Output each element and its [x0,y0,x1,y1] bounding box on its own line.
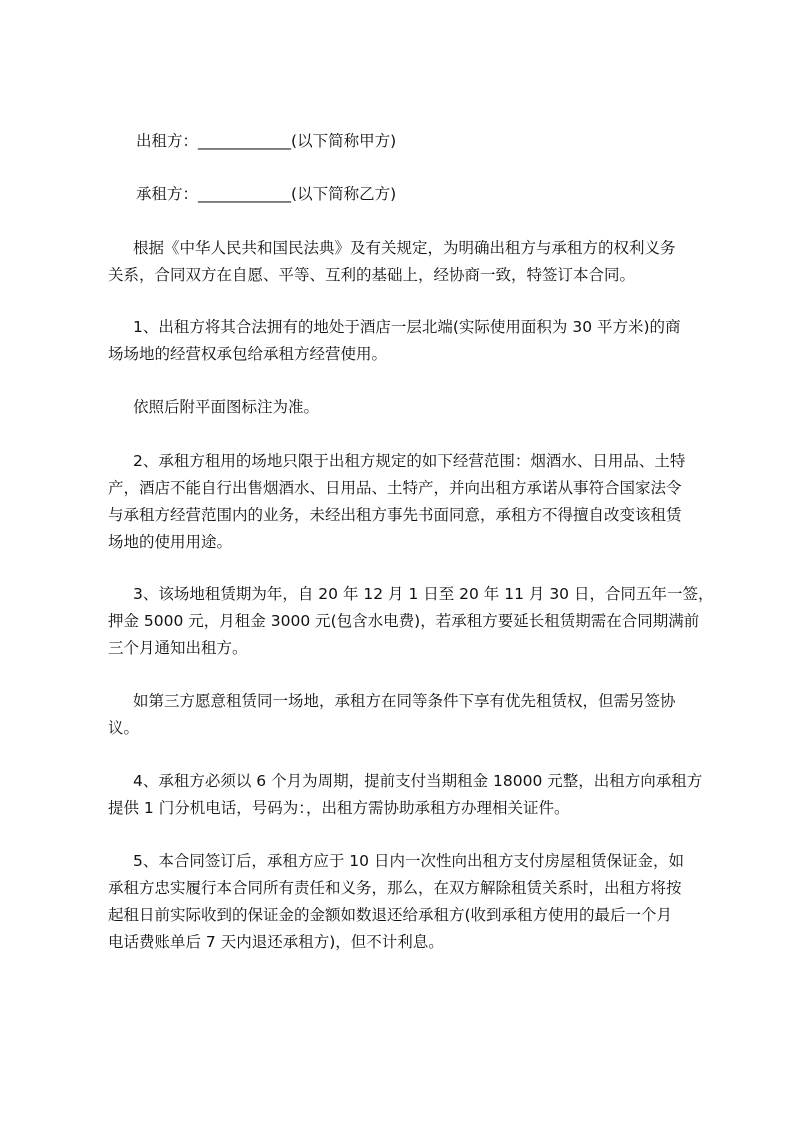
paragraph-line: 依照后附平面图标注为准。 [133,398,320,416]
paragraph-line: 议。 [108,719,140,737]
paragraph-line: 1、出租方将其合法拥有的地处于酒店一层北端(实际使用面积为 30 平方米)的商 [133,318,681,336]
paragraph-line: 与承租方经营范围内的业务，未经出租方事先书面同意，承租方不得擅自改变该租赁 [108,506,682,524]
paragraph-line: 3、该场地租赁期为年，自 20 年 12 月 1 日至 20 年 11 月 30 日，合同五年一签， [133,585,714,603]
clause-2-paragraph [108,448,688,556]
preamble-paragraph [108,235,688,289]
paragraph-line: 产，酒店不能自行出售烟酒水、日用品、土特产，并向出租方承诺从事符合国家法令 [108,479,682,497]
paragraph-line: 场地的使用用途。 [108,533,233,551]
lessor-suffix: (以下简称甲方) [291,132,397,150]
paragraph-line: 电话费账单后 7 天内退还承租方)，但不计利息。 [108,933,444,951]
lessee-suffix: (以下简称乙方) [291,185,397,203]
lessee-label: 承租方： [136,185,199,203]
paragraph-line: 5、本合同签订后，承租方应于 10 日内一次性向出租方支付房屋租赁保证金，如 [133,852,684,870]
floor-plan-note [108,394,688,421]
paragraph-line: 起租日前实际收到的保证金的金额如数退还给承租方(收到承租方使用的最后一个月 [108,906,673,924]
lessor-blank: ____________ [198,132,292,150]
paragraph-line: 三个月通知出租方。 [108,639,248,657]
paragraph-line: 2、承租方租用的场地只限于出租方规定的如下经营范围：烟酒水、日用品、土特 [133,452,686,470]
lessee-blank: ____________ [198,185,292,203]
paragraph-line: 承租方忠实履行本合同所有责任和义务，那么，在双方解除租赁关系时，出租方将按 [108,879,682,897]
paragraph-line: 场场地的经营权承包给承租方经营使用。 [108,345,388,363]
clause-5-paragraph [108,848,688,956]
paragraph-line: 押金 5000 元，月租金 3000 元(包含水电费)，若承租方要延长租赁期需在合同期满前 [108,612,700,630]
clause-3-paragraph [108,581,714,662]
lessor-line [108,128,716,155]
paragraph-line: 根据《中华人民共和国民法典》及有关规定，为明确出租方与承租方的权利义务 [133,239,676,257]
priority-lease-paragraph [108,688,688,742]
paragraph-line: 关系，合同双方在自愿、平等、互利的基础上，经协商一致，特签订本合同。 [108,266,636,284]
clause-1-paragraph [108,314,688,368]
paragraph-line: 如第三方愿意租赁同一场地，承租方在同等条件下享有优先租赁权，但需另签协 [133,692,676,710]
lessor-label: 出租方： [136,132,199,150]
lessee-line [108,181,716,208]
paragraph-line: 提供 1 门分机电话，号码为：，出租方需协助承租方办理相关证件。 [108,799,570,817]
paragraph-line: 4、承租方必须以 6 个月为周期，提前支付当期租金 18000 元整，出租方向承租方 [133,772,703,790]
clause-4-paragraph [108,768,703,822]
